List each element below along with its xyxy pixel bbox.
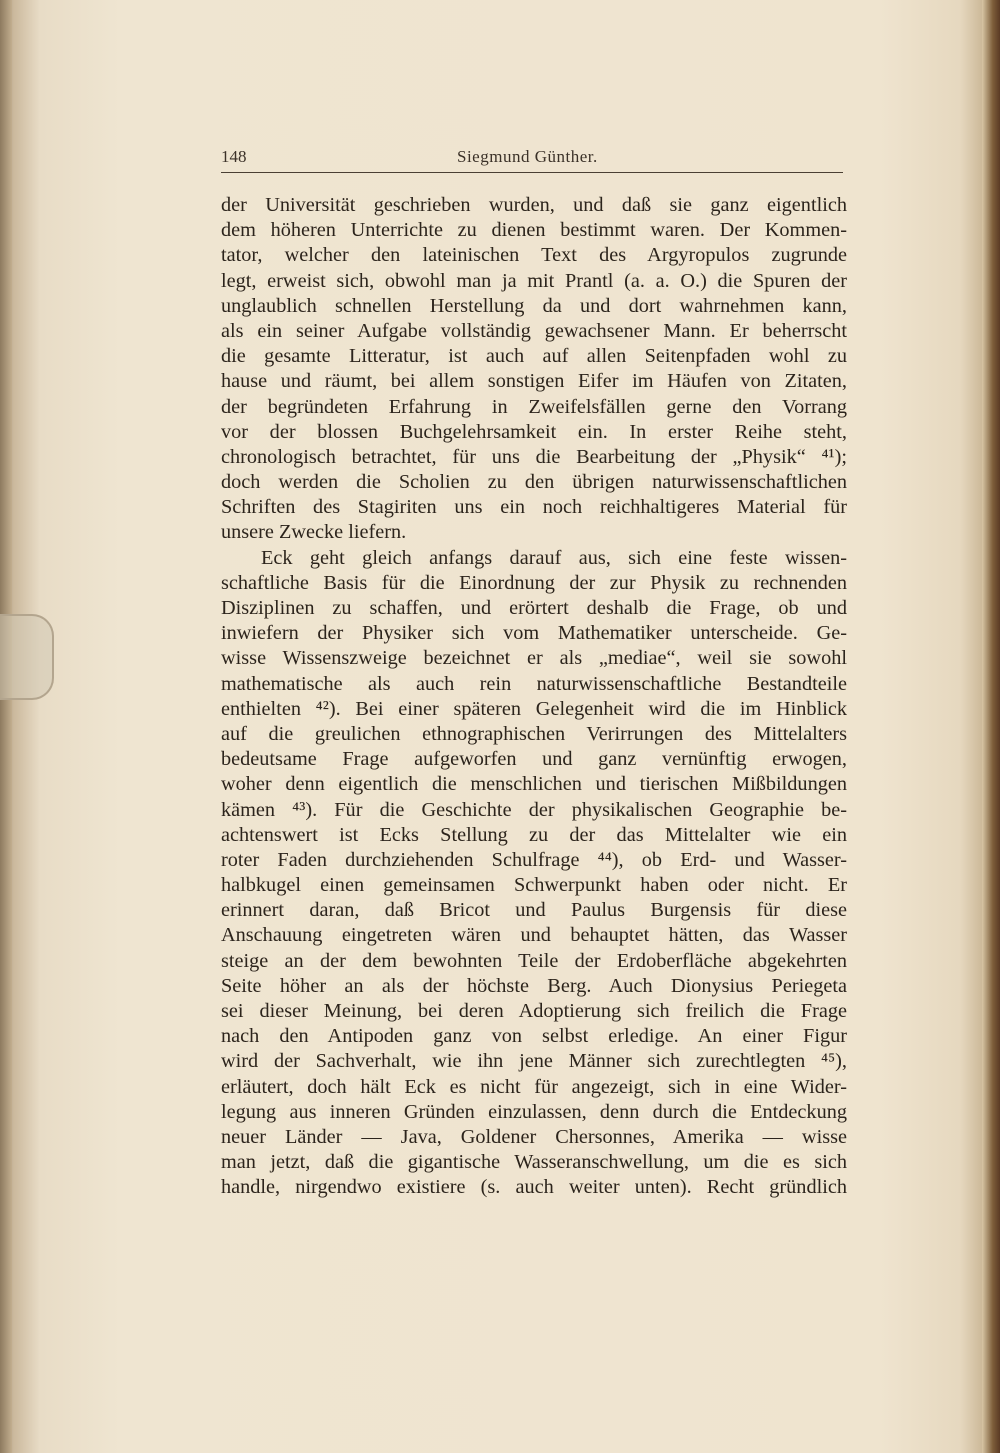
text-line: dem höheren Unterrichte zu dienen bestimmt waren. Der Kommen- <box>221 219 847 242</box>
text-line: vor der blossen Buchgelehrsamkeit ein. In erster Reihe steht, <box>221 420 847 443</box>
text-line: Anschauung eingetreten wären und behauptet hätten, das Wasser <box>221 924 847 947</box>
text-line: auf die greulichen ethnographischen Verirrungen des Mittelalters <box>221 722 847 745</box>
text-line: woher denn eigentlich die menschlichen und tierischen Mißbildungen <box>221 773 847 796</box>
text-line: schaftliche Basis für die Einordnung der zur Physik zu rechnenden <box>221 571 847 594</box>
text-line: der begründeten Erfahrung in Zweifelsfällen gerne den Vorrang <box>221 395 847 418</box>
text-line: wisse Wissenszweige bezeichnet er als „mediae“, weil sie sowohl <box>221 647 847 670</box>
running-head: Siegmund Günther. <box>457 147 598 166</box>
text-line: nach den Antipoden ganz von selbst erledige. An einer Figur <box>221 1025 847 1048</box>
header-rule <box>221 172 843 173</box>
text-line: tator, welcher den lateinischen Text des Argyropulos zugrunde <box>221 244 847 267</box>
text-line: Schriften des Stagiriten uns ein noch reichhaltigeres Material für <box>221 496 847 519</box>
text-line: steige an der dem bewohnten Teile der Erdoberfläche abgekehrten <box>221 949 847 972</box>
text-line: bedeutsame Frage aufgeworfen und ganz vernünftig erwogen, <box>221 748 847 771</box>
text-line: erläutert, doch hält Eck es nicht für angezeigt, sich in eine Wider- <box>221 1075 847 1098</box>
text-line: chronologisch betrachtet, für uns die Bearbeitung der „Physik“ ⁴¹); <box>221 445 847 468</box>
page-edge-left <box>0 0 12 1453</box>
text-line: unsere Zwecke liefern. <box>221 521 407 544</box>
text-line: Seite höher an als der höchste Berg. Auch Dionysius Periegeta <box>221 974 847 997</box>
page-number: 148 <box>221 147 247 166</box>
text-line: die gesamte Litteratur, ist auch auf allen Seitenpfaden wohl zu <box>221 345 847 368</box>
text-line: der Universität geschrieben wurden, und daß sie ganz eigentlich <box>221 194 847 216</box>
text-line: kämen ⁴³). Für die Geschichte der physikalischen Geographie be- <box>221 798 847 821</box>
text-line: doch werden die Scholien zu den übrigen naturwissenschaftlichen <box>221 471 847 494</box>
text-line: hause und räumt, bei allem sonstigen Eifer im Häufen von Zitaten, <box>221 370 847 393</box>
text-line: man jetzt, daß die gigantische Wasseranschwellung, um die es sich <box>221 1151 847 1174</box>
text-line: halbkugel einen gemeinsamen Schwerpunkt haben oder nicht. Er <box>221 874 847 897</box>
text-line: als ein seiner Aufgabe vollständig gewachsener Mann. Er beherrscht <box>221 319 847 342</box>
text-line: inwiefern der Physiker sich vom Mathematiker unterscheide. Ge- <box>221 622 847 645</box>
text-line: enthielten ⁴²). Bei einer späteren Gelegenheit wird die im Hinblick <box>221 697 847 720</box>
binding-clip <box>0 614 54 700</box>
text-line: handle, nirgendwo existiere (s. auch weiter unten). Recht gründlich <box>221 1176 847 1199</box>
body-text <box>221 193 847 1201</box>
text-line: mathematische als auch rein naturwissenschaftliche Bestandteile <box>221 672 847 695</box>
text-line: sei dieser Meinung, bei deren Adoptierung sich freilich die Frage <box>221 1000 847 1022</box>
text-line: neuer Länder — Java, Goldener Chersonnes, Amerika — wisse <box>221 1125 847 1148</box>
text-line: legung aus inneren Gründen einzulassen, denn durch die Entdeckung <box>221 1100 847 1123</box>
text-line: unglaublich schnellen Herstellung da und dort wahrnehmen kann, <box>221 294 847 317</box>
text-line: wird der Sachverhalt, wie ihn jene Männer sich zurechtlegten ⁴⁵), <box>221 1050 847 1073</box>
text-line: Disziplinen zu schaffen, und erörtert deshalb die Frage, ob und <box>221 597 847 619</box>
text-line: erinnert daran, daß Bricot und Paulus Burgensis für diese <box>221 899 847 922</box>
text-line: legt, erweist sich, obwohl man ja mit Prantl (a. a. O.) die Spuren der <box>221 269 847 292</box>
text-line: roter Faden durchziehenden Schulfrage ⁴⁴), ob Erd- und Wasser- <box>221 848 847 871</box>
book-spine-edge <box>982 0 1000 1453</box>
text-line: Eck geht gleich anfangs darauf aus, sich eine feste wissen- <box>261 546 847 569</box>
text-line: achtenswert ist Ecks Stellung zu der das Mittelalter wie ein <box>221 823 847 846</box>
